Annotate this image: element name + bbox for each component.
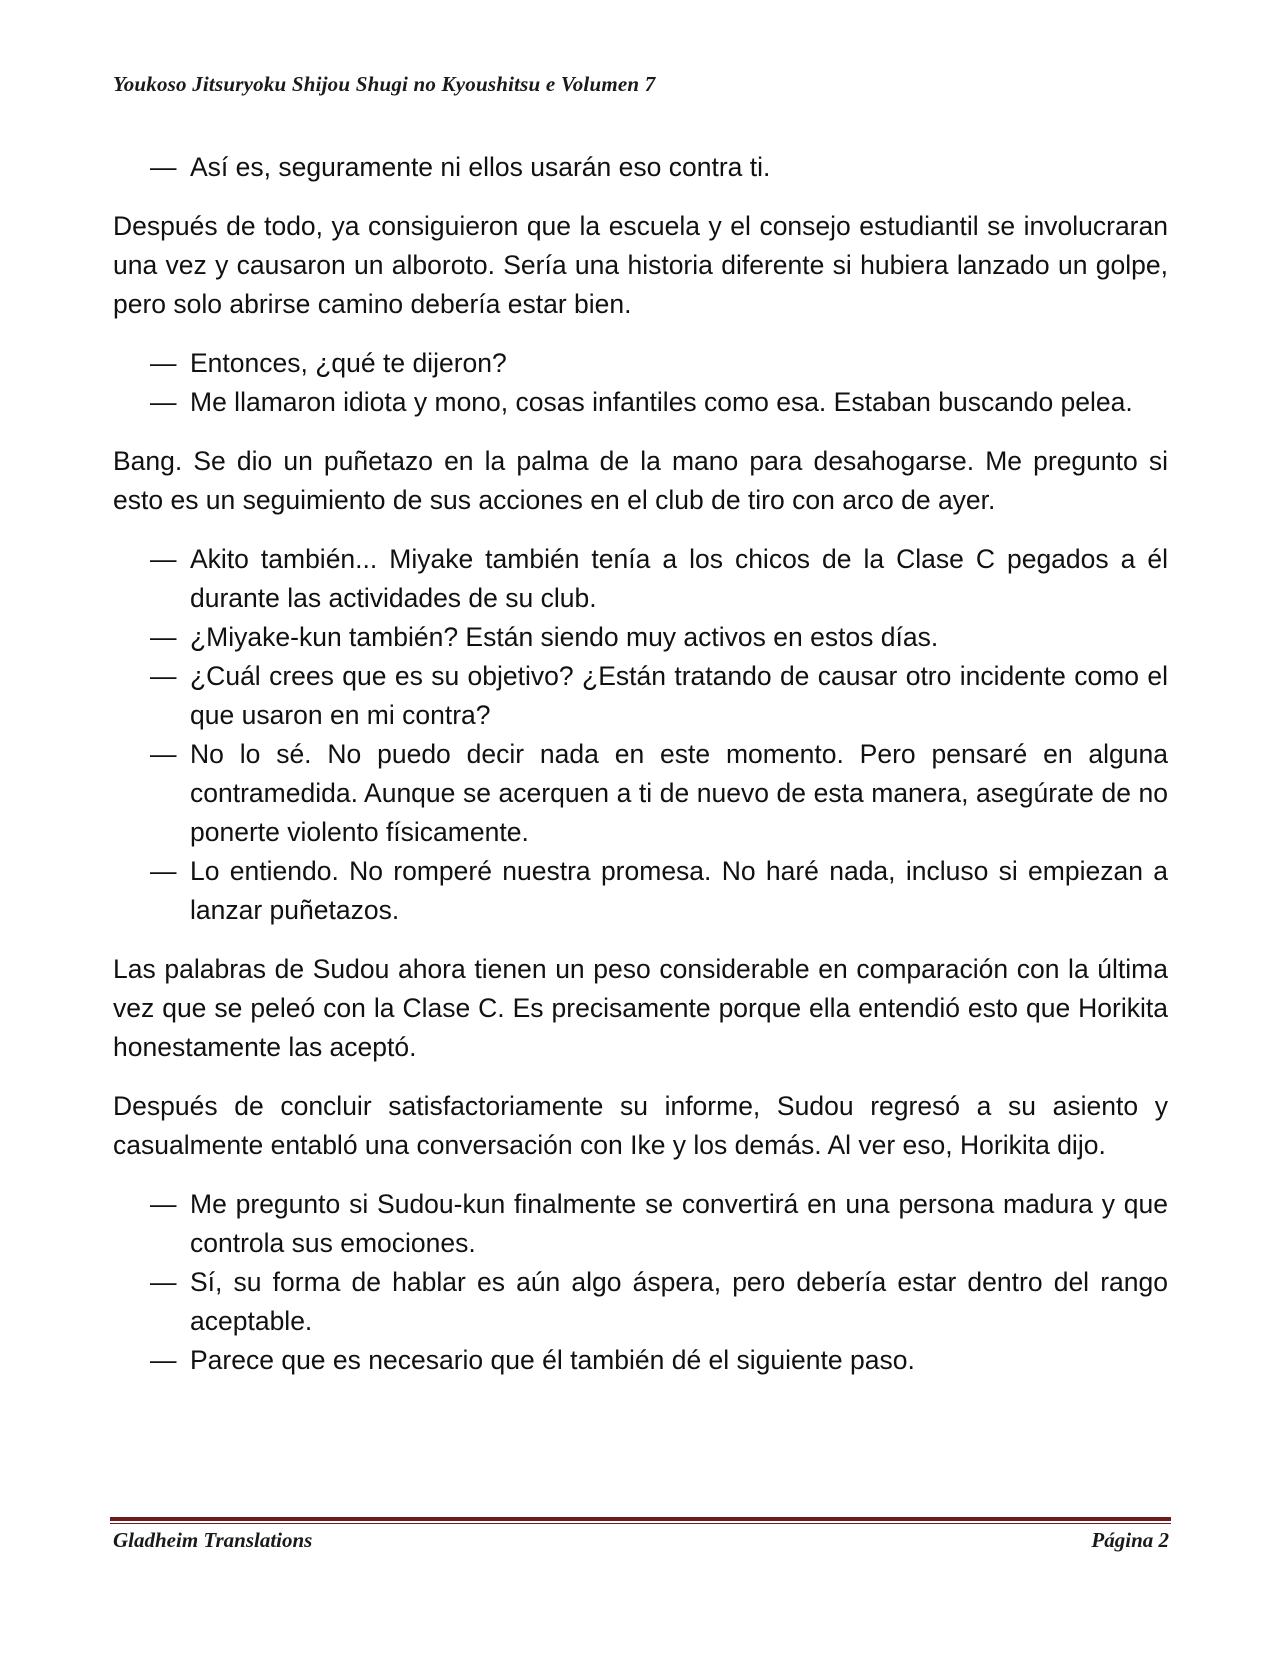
paragraph: Bang. Se dio un puñetazo en la palma de la mano para desahogarse. Me pregunto si esto es un seguimiento de sus acciones en el club de tiro con arco de ayer. — [113, 446, 1168, 515]
dialog-text: Me llamaron idiota y mono, cosas infantiles como esa. Estaban buscando pelea. — [190, 387, 1133, 417]
dialog-text: Parece que es necesario que él también dé el siguiente paso. — [190, 1345, 915, 1375]
dialog-text: Akito también... Miyake también tenía a los chicos de la Clase C pegados a él durante las actividades de su club. — [190, 544, 1168, 613]
dialog-text: No lo sé. No puedo decir nada en este momento. Pero pensaré en alguna contramedida. Aunque se acerquen a ti de nuevo de esta manera, asegúrate de no ponerte violento físicamente. — [190, 739, 1168, 847]
paragraph: Después de todo, ya consiguieron que la escuela y el consejo estudiantil se involucraran una vez y causaron un alboroto. Sería una historia diferente si hubiera lanzado un golpe, pero solo abrirse camino debería estar bien. — [113, 211, 1168, 319]
dialog-dash: — — [150, 1345, 177, 1375]
dialog-group — [113, 1185, 1168, 1380]
page-header-title: Youkoso Jitsuryoku Shijou Shugi no Kyoushitsu e Volumen 7 — [113, 72, 656, 96]
paragraph: Las palabras de Sudou ahora tienen un peso considerable en comparación con la última vez que se peleó con la Clase C. Es precisamente porque ella entendió esto que Horikita honestamente las aceptó. — [113, 954, 1168, 1062]
dialog-dash: — — [150, 152, 177, 182]
footer-divider — [110, 1517, 1171, 1521]
dialog-dash: — — [150, 622, 177, 652]
dialog-dash: — — [150, 661, 177, 691]
dialog-line — [150, 540, 1168, 618]
dialog-text: ¿Miyake-kun también? Están siendo muy activos en estos días. — [190, 622, 939, 652]
page-body — [113, 148, 1168, 1400]
dialog-dash: — — [150, 544, 177, 574]
dialog-dash: — — [150, 387, 177, 417]
dialog-dash: — — [150, 348, 177, 378]
dialog-line — [150, 383, 1168, 422]
dialog-line — [150, 1263, 1168, 1341]
dialog-dash: — — [150, 739, 177, 769]
dialog-text: Me pregunto si Sudou-kun finalmente se convertirá en una persona madura y que controla sus emociones. — [190, 1189, 1168, 1258]
dialog-dash: — — [150, 1189, 177, 1219]
dialog-line — [150, 1185, 1168, 1263]
paragraph: Después de concluir satisfactoriamente su informe, Sudou regresó a su asiento y casualmente entabló una conversación con Ike y los demás. Al ver eso, Horikita dijo. — [113, 1091, 1168, 1160]
dialog-group — [113, 540, 1168, 930]
dialog-line — [150, 735, 1168, 852]
dialog-line — [150, 344, 1168, 383]
dialog-group — [113, 148, 1168, 187]
dialog-text: Así es, seguramente ni ellos usarán eso contra ti. — [190, 152, 771, 182]
dialog-line — [150, 148, 1168, 187]
dialog-line — [150, 852, 1168, 930]
dialog-line — [150, 1341, 1168, 1380]
footer-page-number: Página 2 — [1091, 1528, 1169, 1552]
dialog-dash: — — [150, 856, 177, 886]
dialog-line — [150, 618, 1168, 657]
dialog-dash: — — [150, 1267, 177, 1297]
dialog-group — [113, 344, 1168, 422]
footer-translator-credit: Gladheim Translations — [113, 1528, 313, 1552]
dialog-line — [150, 657, 1168, 735]
dialog-text: Lo entiendo. No romperé nuestra promesa. No haré nada, incluso si empiezan a lanzar puñetazos. — [190, 856, 1168, 925]
dialog-text: ¿Cuál crees que es su objetivo? ¿Están tratando de causar otro incidente como el que usaron en mi contra? — [190, 661, 1168, 730]
dialog-text: Entonces, ¿qué te dijeron? — [190, 348, 507, 378]
dialog-text: Sí, su forma de hablar es aún algo áspera, pero debería estar dentro del rango aceptable. — [190, 1267, 1168, 1336]
footer-divider-thin — [110, 1523, 1171, 1524]
